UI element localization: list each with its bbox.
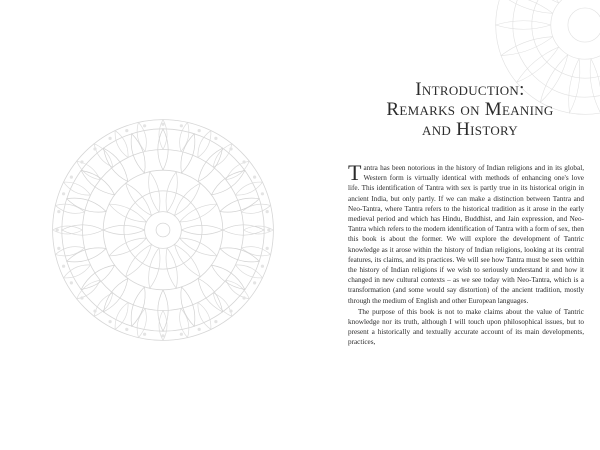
body-text (348, 160, 584, 348)
mandala-ornament-icon (48, 115, 278, 345)
right-page (300, 0, 600, 450)
chapter-title-line: Remarks on Meaning (386, 99, 554, 120)
chapter-title (360, 80, 580, 140)
paragraph (348, 160, 584, 306)
chapter-title-line: and History (422, 119, 518, 140)
paragraph-text: antra has been notorious in the history of Indian religions and in its global, Western form is virtually identical with methods of enhancing one's love life. This identification of Tantra with sex is partly true in its historical origin in ancient India, but only partly. If we can make a distinction between Tantra and Neo-Tantra, where Tantra refers to the historical tradition as it arose in the early medieval period and which has Hindu, Buddhist, and Jain expression, and Neo-Tantra which refers to the modern identification of Tantra with a form of sex, then this book is about the former. We will explore the development of Tantric knowledge as it arose within the history of Indian religions, looking at its central features, its claims, and its practices. We will see how Tantra must be seen within the history of Indian religions if we wish to seriously understand it and how it changed in new cultural contexts – as we see today with Neo-Tantra, which is a transformation (and some would say distortion) of the ancient tradition, mostly through the medium of English and other European languages. (348, 164, 584, 305)
paragraph: The purpose of this book is not to make claims about the value of Tantric knowledge nor its truth, although I will touch upon philosophical issues, but to present a historically and textually accurate account of its main developments, practices, (348, 307, 584, 347)
drop-cap: T (348, 160, 362, 185)
chapter-title-line: Introduction: (415, 79, 525, 100)
